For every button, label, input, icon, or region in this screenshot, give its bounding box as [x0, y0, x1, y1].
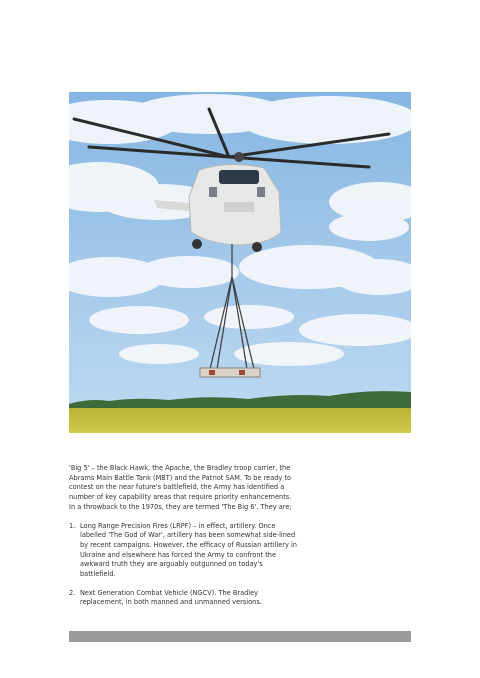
list-item-number: 2.: [69, 588, 76, 597]
list-item: [69, 589, 299, 608]
list-item: [69, 522, 299, 580]
footer-bar: [69, 631, 411, 642]
helicopter-photo-graphic: [69, 92, 411, 433]
list-item-text: Long Range Precision Fires (LRPF) – in effect, artillery. Once labelled 'The God of War', artillery has been somewhat side-lined by recent campaigns. However, the efficacy of Russian artillery in Ukraine and elsewhere has forced the Army to confront the awkward truth they are arguably outgunned on today's battlefield.: [80, 521, 297, 579]
list-item-text: Next Generation Combat Vehicle (NGCV). The Bradley replacement, in both manned and unmanned versions.: [80, 588, 262, 607]
sling-load: [200, 368, 260, 377]
capability-list: [69, 522, 299, 609]
intro-paragraph: 'Big 5' – the Black Hawk, the Apache, the Bradley troop carrier, the Abrams Main Battle Tank (MBT) and the Patriot SAM. To be ready to contest on the near future's battlefield, the Army has identified a number of key capability areas that require priority enhancements. In a throwback to the 1970s, they are termed 'The Big 6'. They are;: [69, 464, 292, 511]
grass-field: [69, 408, 411, 433]
helicopter-photo: [69, 92, 411, 433]
body-text: [69, 464, 299, 617]
list-item-number: 1.: [69, 521, 76, 530]
